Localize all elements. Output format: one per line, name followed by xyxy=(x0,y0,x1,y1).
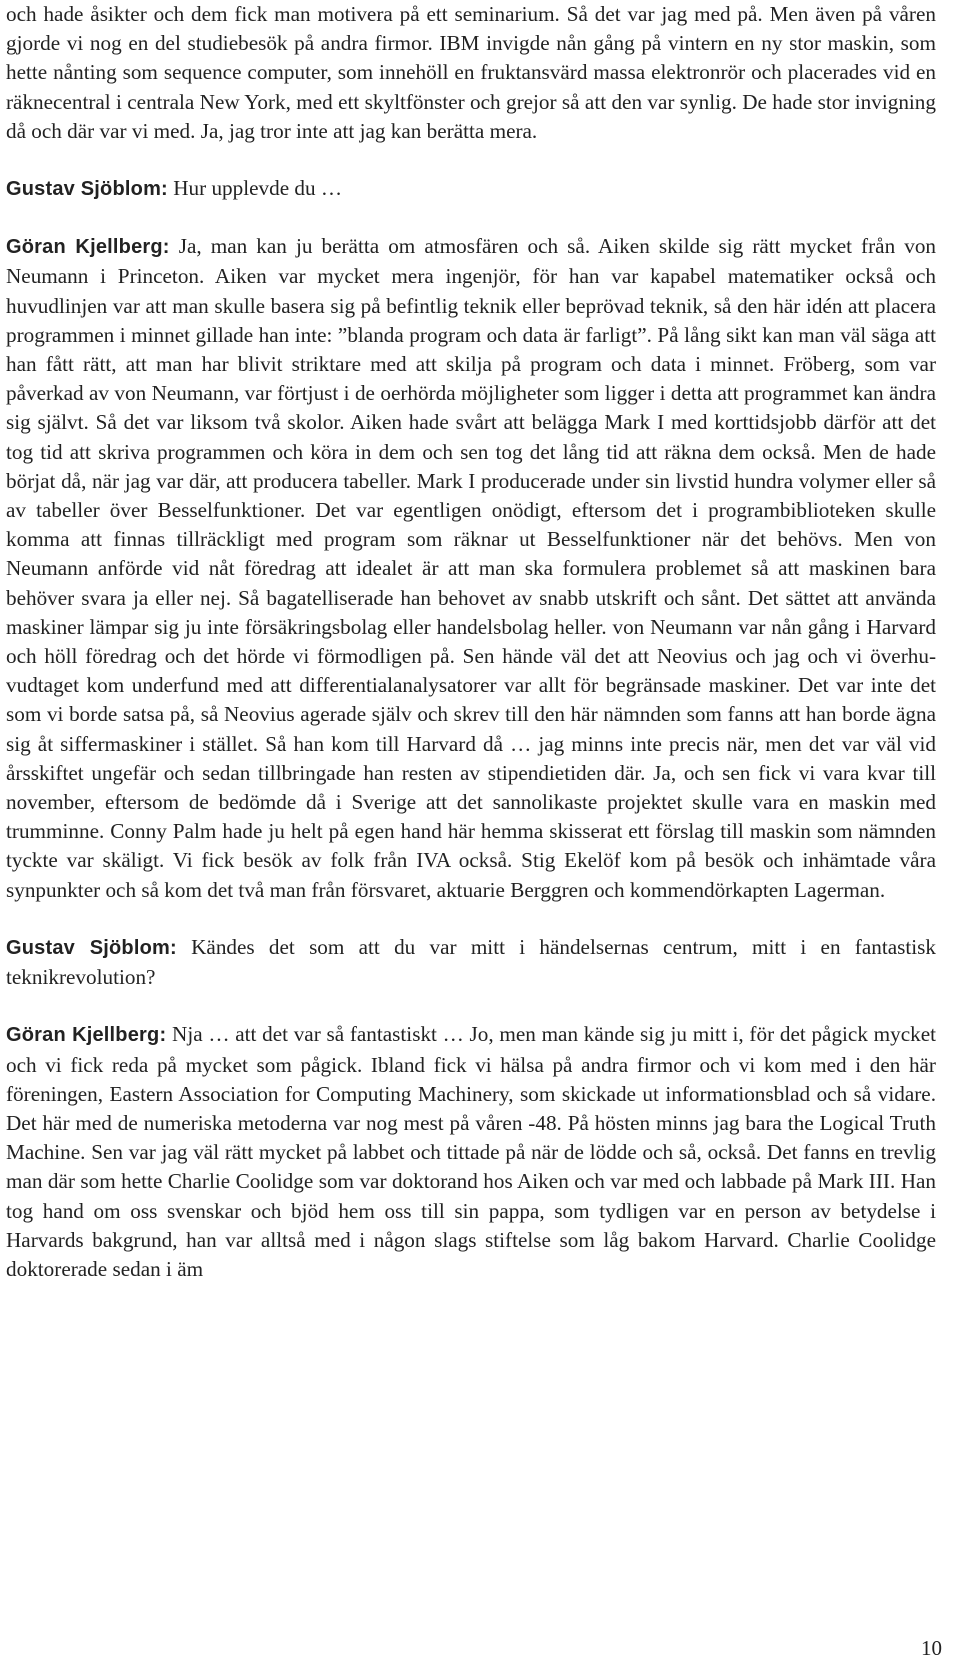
speaker-name: Göran Kjellberg: xyxy=(6,1024,167,1047)
document-page xyxy=(6,0,936,1284)
paragraph-intro xyxy=(6,0,936,146)
paragraph-answer-2 xyxy=(6,1020,936,1284)
paragraph-text: Nja … att det var så fantastiskt … Jo, men man kände sig ju mitt i, för det pågick mycket och vi fick reda på mycket som pågick. Ibland fick vi hälsa på andra firmor och vi kom med i den här föreningen, Eastern Association for Computing Machinery, som skickade ut informationsblad och så vidare. Det här med de numeriska metoderna var nog mest på våren -48. På hösten minns jag bara the Logical Truth Machine. Sen var jag väl rätt mycket på labbet och tittade på när de lödde och så, också. Det fanns en trevlig man där som hette Charlie Coolidge som var doktorand hos Aiken och var med och labbade på Mark III. Han tog hand om oss svenskar och bjöd hem oss till sin pappa, som tydligen var en person av betydelse i Harvards bakgrund, han var alltså med i någon slags stiftelse som låg bakom Harvard. Charlie Coolidge doktorerade sedan i äm xyxy=(6,1022,936,1281)
speaker-name: Gustav Sjöblom: xyxy=(6,178,168,201)
paragraph-answer-1 xyxy=(6,232,936,905)
page-number: 10 xyxy=(921,1636,942,1660)
speaker-name: Gustav Sjöblom: xyxy=(6,936,177,959)
paragraph-text: Hur upplevde du … xyxy=(167,176,343,201)
speaker-name: Göran Kjellberg: xyxy=(6,236,170,259)
paragraph-text: och hade åsikter och dem fick man motivera på ett seminarium. Så det var jag med på. Men även på våren gjorde vi nog en del studiebesök på andra firmor. IBM invigde nån gång på vintern en ny stor maskin, som hette nånting som sequence computer, som innehöll en fruktansvärd massa elektronrör och placerades vid en räknecentral i centrala New York, med ett skyltfönster och grejor så att den var synlig. De hade stor invigning då och där var vi med. Ja, jag tror inte att jag kan berätta mera. xyxy=(6,2,936,143)
paragraph-question-2 xyxy=(6,933,936,992)
paragraph-text: Ja, man kan ju berätta om atmosfären och så. Aiken skilde sig rätt mycket från von Neumann i Princeton. Aiken var mycket mera ingenjör, för han var kapabel matematiker också och huvudlinjen var att man skulle basera sig på befintlig teknik eller beprövad teknik, så den här idén att placera programmen i minnet gillade han inte: ”blanda program och data är farligt”. På lång sikt kan man väl säga att han fått rätt, att man har blivit striktare med att skilja på program och data i minnet. Fröberg, som var påverkad av von Neumann, var förtjust i de oerhörda möjligheter som ligger i detta att programmet kan ändra sig självt. Så det var liksom två skolor. Aiken hade svårt att belägga Mark I med korttidsjobb därför att det tog tid att skriva programmen och köra in dem och sen tog det lång tid att räkna dem också. Men de hade börjat då, när jag var där, att producera tabeller. Mark I producerade under sin livstid hundra volymer eller så av tabeller över Besselfunktioner. Det var egentligen onödigt, eftersom det i programbiblioteken skulle komma att finnas tillräckligt med program som räknar ut Besselfunktioner när det behövs. Men von Neumann anförde vid nåt föredrag att idealet är att man ska formulera problemet så att maskinen bara behöver svara ja eller nej. Så bagatelliserade han behovet av snabb utskrift och sånt. Det sättet att använda maskiner lämpar sig ju inte försäkringsbolag eller handelsbolag heller. von Neumann var nån gång i Harvard och höll föredrag och det hörde vi förmodligen på. Sen hände väl det att Neovius och jag och vi överhuvudtaget kom underfund med att differentialanalysatorer var allt för begränsade maskiner. Det var inte det som vi borde satsa på, så Neovius agerade själv och skrev till den här nämnden som fanns att han borde ägna sig åt siffermaskiner i stället. Så han kom till Harvard då … jag minns inte precis när, men det var väl vid årsskiftet ungefär och sedan tillbringade han resten av stipendietiden där. Ja, och sen fick vi vara kvar till november, eftersom de bedömde då i Sverige att det sannolikaste projektet skulle vara en maskin med trumminne. Conny Palm hade ju helt på egen hand här hemma skisserat ett förslag till maskin som nämnden tyckte var skäligt. Vi fick besök av folk från IVA också. Stig Ekelöf kom på besök och inhämtade våra synpunkter och så kom det två man från försvaret, aktuarie Berggren och kommendörkapten Lagerman. xyxy=(6,234,937,902)
paragraph-text: Kändes det som att du var mitt i händelsernas centrum, mitt i en fantastisk teknikrevolution? xyxy=(6,934,937,990)
paragraph-question-1 xyxy=(6,174,936,204)
